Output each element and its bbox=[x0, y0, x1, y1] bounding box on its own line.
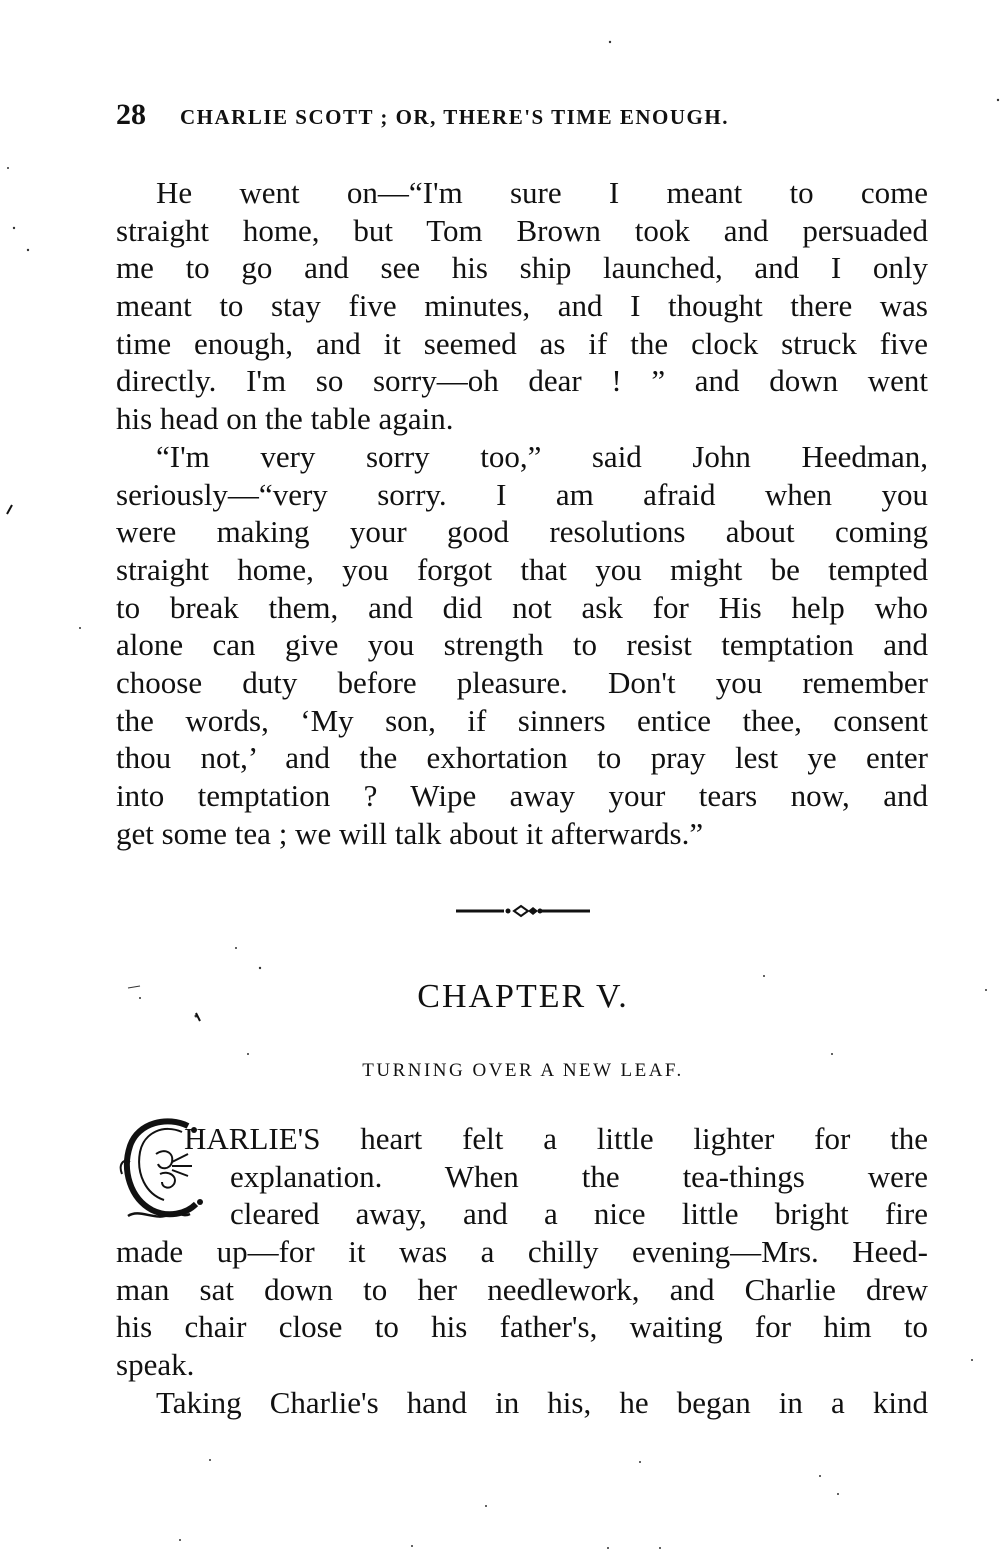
text-line: time enough, and it seemed as if the clock struck five bbox=[116, 325, 928, 361]
first-line-text: heart felt a little lighter for the bbox=[320, 1121, 928, 1156]
text-line: to break them, and did not ask for His help who bbox=[116, 589, 928, 625]
section-divider-ornament bbox=[456, 902, 590, 920]
text-line: alone can give you strength to resist temptation and bbox=[116, 627, 928, 663]
text-line: were making your good resolutions about coming bbox=[116, 514, 928, 550]
text-line: get some tea ; we will talk about it afterwards.” bbox=[116, 815, 704, 851]
text-line: choose duty before pleasure. Don't you remember bbox=[116, 664, 928, 700]
text-line: me to go and see his ship launched, and I only bbox=[116, 250, 928, 286]
first-word-small-caps: HARLIE'S bbox=[184, 1121, 321, 1156]
text-line: the words, ‘My son, if sinners entice thee, consent bbox=[116, 702, 928, 738]
text-line bbox=[184, 1120, 928, 1158]
chapter-subtitle: TURNING OVER A NEW LEAF. bbox=[362, 1060, 684, 1081]
text-line: directly. I'm so sorry—oh dear ! ” and down went bbox=[116, 363, 928, 399]
text-line: meant to stay five minutes, and I thought there was bbox=[116, 288, 928, 324]
page-header bbox=[116, 98, 876, 138]
chapter-title: CHAPTER V. bbox=[417, 978, 629, 1015]
text-line: speak. bbox=[116, 1347, 195, 1383]
text-line: made up—for it was a chilly evening—Mrs. Heed- bbox=[116, 1234, 928, 1269]
text-line: He went on—“I'm sure I meant to come bbox=[156, 175, 928, 210]
paragraph-opening bbox=[184, 1120, 928, 1233]
text-line: explanation. When the tea-things were bbox=[230, 1158, 928, 1194]
text-line: “I'm very sorry too,” said John Heedman, bbox=[156, 438, 928, 474]
text-line: thou not,’ and the exhortation to pray lest ye enter bbox=[116, 740, 928, 776]
text-line: cleared away, and a nice little bright fire bbox=[230, 1196, 928, 1232]
text-line: his chair close to his father's, waiting for him to bbox=[116, 1309, 928, 1345]
text-line: Taking Charlie's hand in his, he began in a kind bbox=[156, 1384, 928, 1420]
paragraph-body bbox=[116, 1233, 928, 1421]
text-line: straight home, you forgot that you might be tempted bbox=[116, 551, 928, 587]
page-number: 28 bbox=[116, 98, 146, 131]
text-line: seriously—“very sorry. I am afraid when you bbox=[116, 476, 928, 512]
text-line: into temptation ? Wipe away your tears now, and bbox=[116, 778, 928, 813]
text-line: man sat down to her needlework, and Charlie drew bbox=[116, 1271, 928, 1307]
running-head: CHARLIE SCOTT ; OR, THERE'S TIME ENOUGH. bbox=[180, 105, 729, 129]
text-line: his head on the table again. bbox=[116, 401, 454, 437]
ornament-icon bbox=[456, 902, 590, 920]
paragraph-continuation bbox=[116, 174, 928, 852]
text-line: straight home, but Tom Brown took and persuaded bbox=[116, 212, 928, 248]
